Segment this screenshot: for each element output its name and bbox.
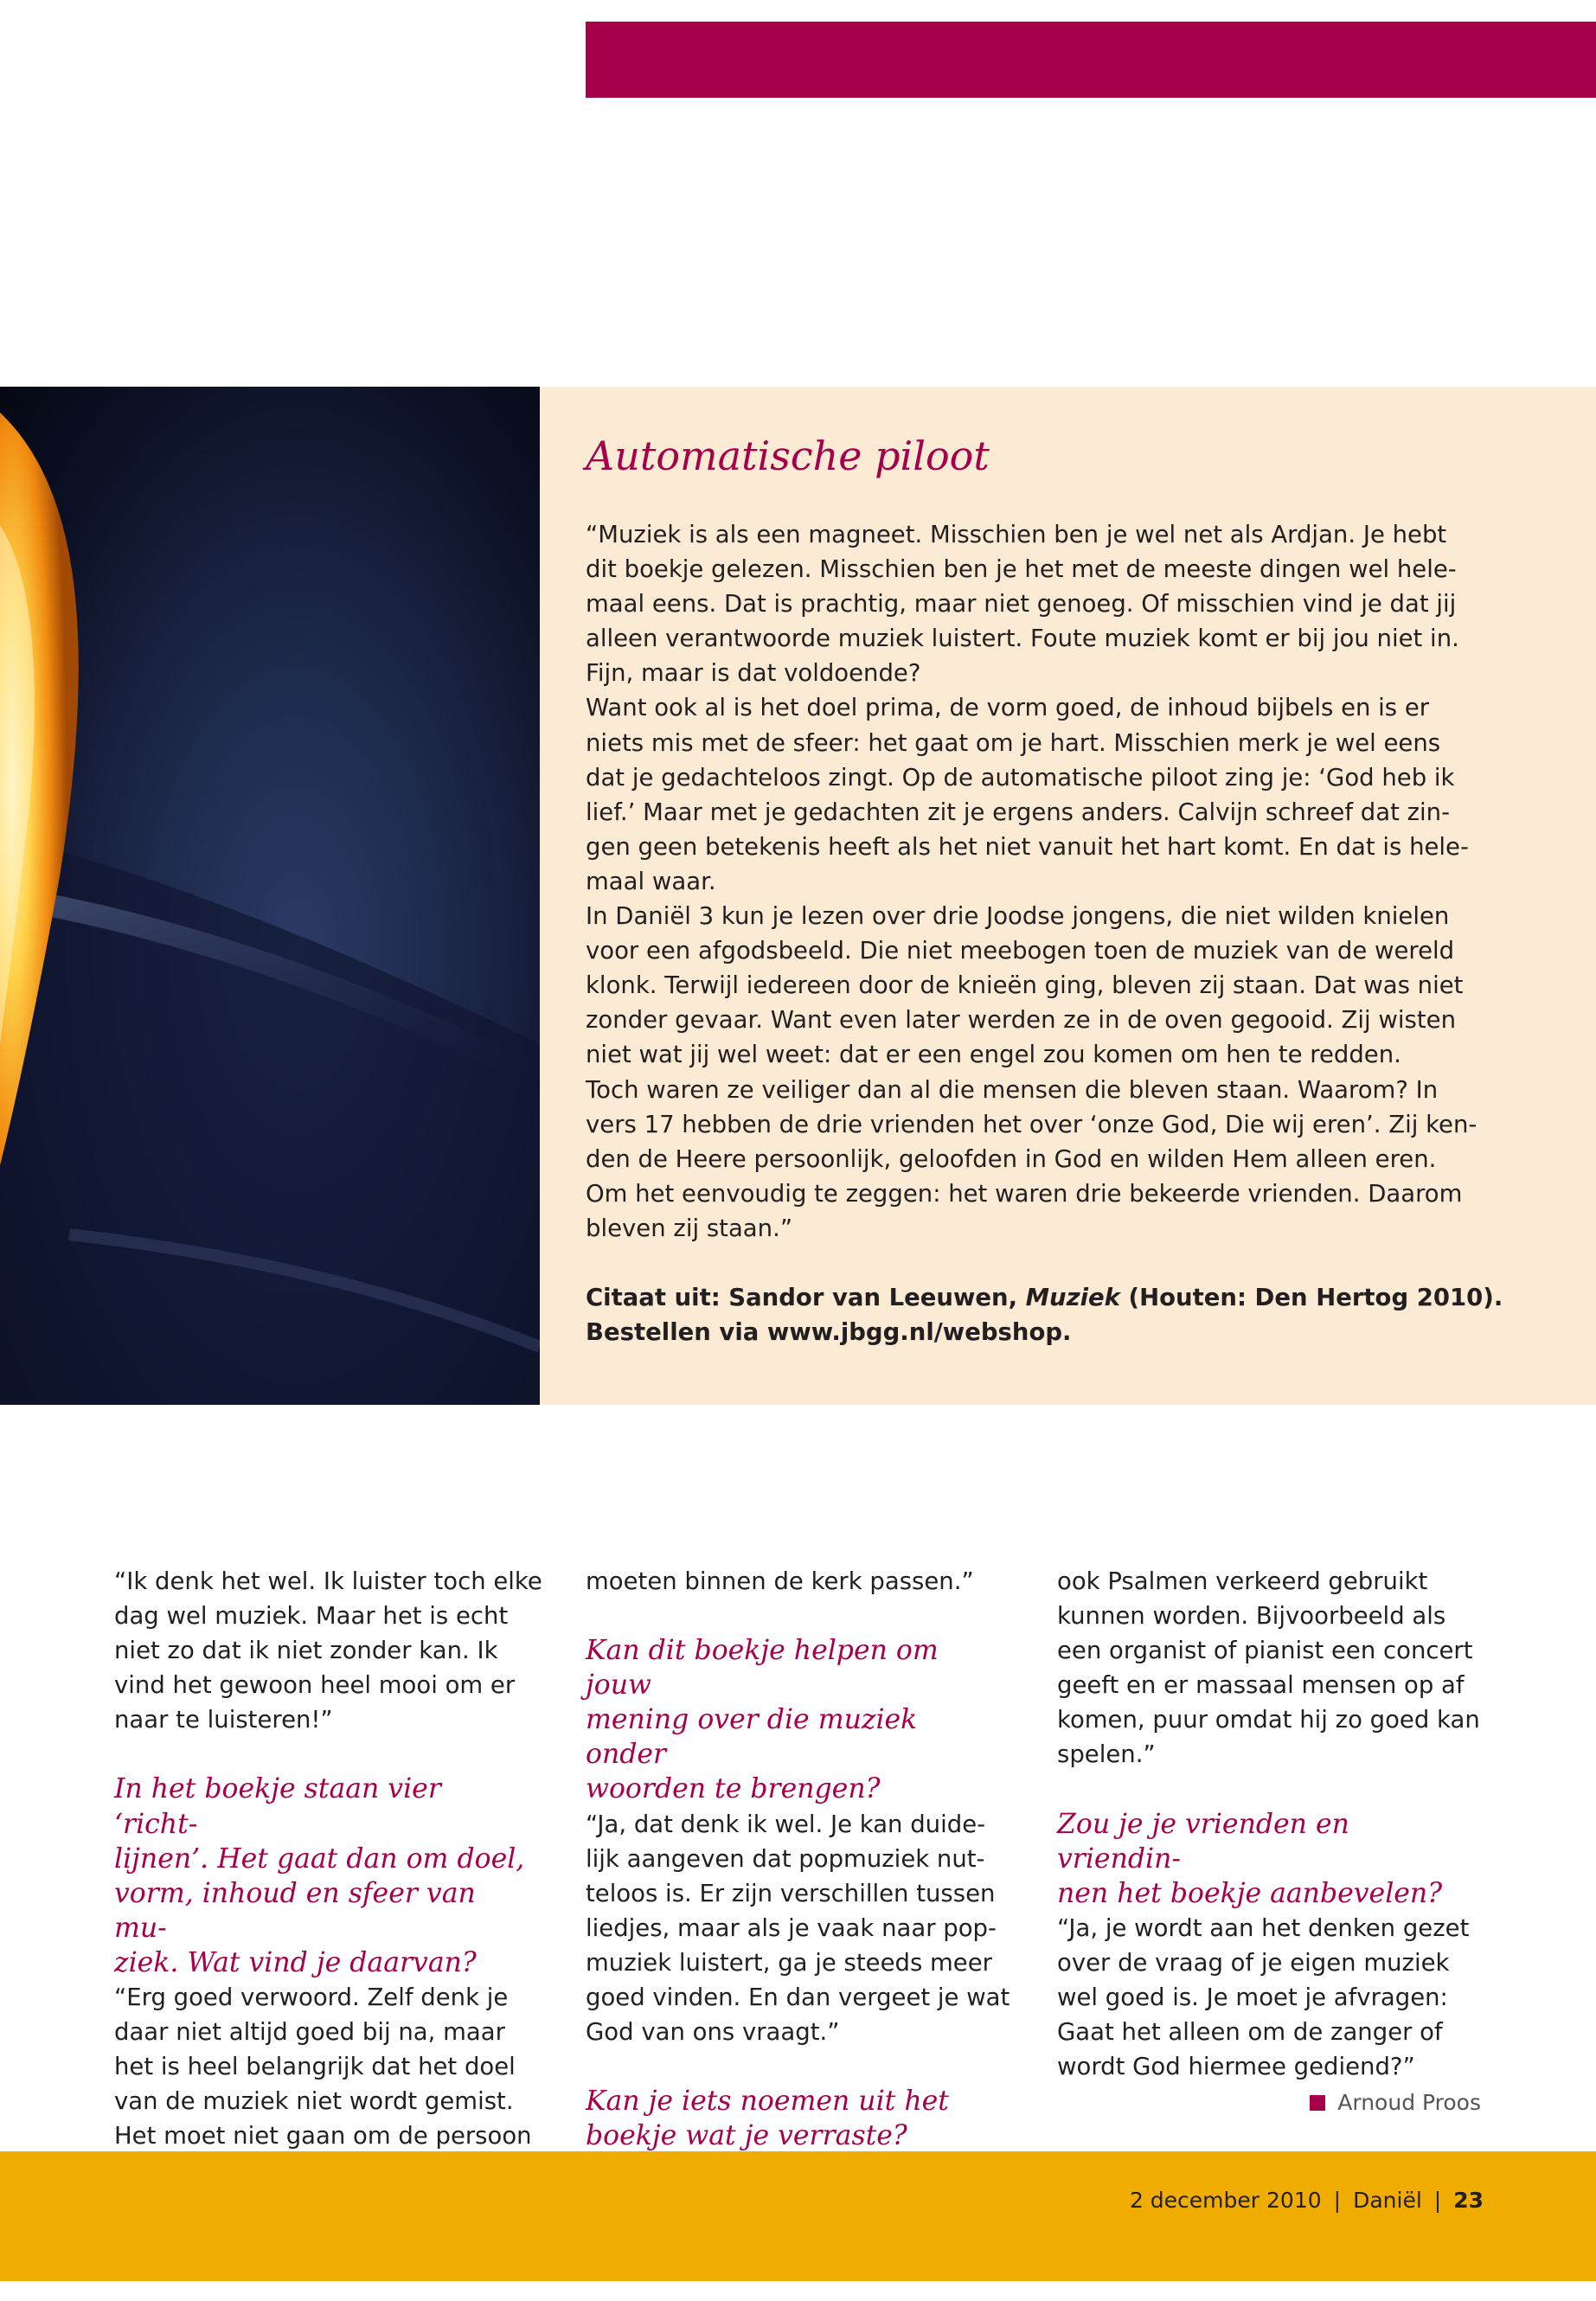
answer-line: “Ik denk het wel. Ik luister toch elke	[114, 1567, 542, 1595]
footer-date: 2 december 2010	[1129, 2188, 1322, 2213]
quote-line: niet wat jij wel weet: dat er een engel zou komen om hen te redden.	[586, 1041, 1401, 1069]
quote-line: den de Heere persoonlijk, geloofden in God en wilden Hem alleen eren.	[586, 1144, 1437, 1173]
citation-prefix: Citaat uit: Sandor van Leeuwen,	[586, 1284, 1026, 1311]
candle-flame-photo	[0, 387, 540, 1405]
answer-line: daar niet altijd goed bij na, maar	[114, 2018, 505, 2047]
answer-line: geeft en er massaal mensen op af	[1057, 1671, 1465, 1700]
interview-question	[586, 2084, 1001, 2153]
interview-answer	[114, 1564, 555, 1737]
quote-line: niets mis met de sfeer: het gaat om je hart. Misschien merk je wel eens	[586, 728, 1441, 757]
interview-answer	[1057, 1911, 1498, 2084]
quote-line: Om het eenvoudig te zeggen: het waren drie bekeerde vrienden. Daarom	[586, 1179, 1463, 1208]
answer-line: muziek luistert, ga je steeds meer	[586, 1948, 992, 1977]
interview-question	[114, 1772, 529, 1980]
article-column-3	[1057, 1564, 1498, 2084]
question-line: nen het boekje aanbevelen?	[1057, 1877, 1443, 1909]
interview-question	[586, 1633, 1001, 1806]
author-marker-square	[1310, 2095, 1325, 2111]
quote-line: alleen verantwoorde muziek luistert. Foute muziek komt er bij jou niet in.	[586, 625, 1459, 653]
top-accent-bar	[586, 22, 1596, 98]
quote-line: Toch waren ze veiliger dan al die mensen die bleven staan. Waarom? In	[586, 1075, 1439, 1104]
answer-line: teloos is. Er zijn verschillen tussen	[586, 1879, 996, 1907]
quote-line: vers 17 hebben de drie vrienden het over ‘onze God, Die wij eren’. Zij ken-	[586, 1110, 1477, 1138]
answer-line: kunnen worden. Bijvoorbeeld als	[1057, 1602, 1446, 1631]
footer-magazine: Daniël	[1353, 2188, 1422, 2213]
footer-separator: |	[1333, 2188, 1342, 2213]
answer-line: liedjes, maar als je vaak naar pop-	[586, 1913, 997, 1942]
answer-line: spelen.”	[1057, 1740, 1156, 1769]
quote-text	[586, 517, 1485, 1246]
quote-line: gen geen betekenis heeft als het niet vanuit het hart komt. En dat is hele-	[586, 832, 1469, 861]
answer-line: naar te luisteren!”	[114, 1706, 333, 1734]
answer-line: moeten binnen de kerk passen.”	[586, 1567, 974, 1595]
question-line: Zou je je vrienden en vriendin-	[1057, 1808, 1349, 1875]
answer-line: het is heel belangrijk dat het doel	[114, 2053, 516, 2081]
quote-line: lief.’ Maar met je gedachten zit je ergens anders. Calvijn schreef dat zin-	[586, 798, 1451, 826]
box-title: Automatische piloot	[586, 433, 990, 479]
answer-line: wordt God hiermee gediend?”	[1057, 2053, 1415, 2081]
article-column-1	[114, 1564, 555, 2189]
quote-line: “Muziek is als een magneet. Misschien ben je wel net als Ardjan. Je hebt	[586, 521, 1447, 548]
question-line: Kan dit boekje helpen om jouw	[586, 1635, 939, 1702]
interview-answer	[586, 1564, 1027, 1599]
question-line: In het boekje staan vier ‘richt-	[114, 1773, 441, 1840]
interview-answer	[1057, 1564, 1498, 1772]
quote-line: dat je gedachteloos zingt. Op de automatische piloot zing je: ‘God heb ik	[586, 763, 1455, 792]
answer-line: een organist of pianist een concert	[1057, 1637, 1473, 1665]
citation-book-title: Muziek	[1025, 1284, 1120, 1311]
question-line: mening over die muziek onder	[586, 1704, 918, 1771]
answer-line: lijk aangeven dat popmuziek nut-	[586, 1844, 985, 1873]
question-line: boekje wat je verraste?	[586, 2120, 907, 2152]
citation-line-1	[586, 1280, 1537, 1315]
citation-publisher: (Houten: Den Hertog 2010).	[1119, 1284, 1503, 1311]
interview-question	[1057, 1807, 1472, 1911]
answer-line: goed vinden. En dan vergeet je wat	[586, 1984, 1010, 2012]
question-line: Kan je iets noemen uit het	[586, 2086, 949, 2118]
quote-line: klonk. Terwijl iedereen door de knieën ging, bleven zij staan. Dat was niet	[586, 971, 1464, 1000]
footer-info	[1130, 2188, 1484, 2213]
answer-line: dag wel muziek. Maar het is echt	[114, 1602, 509, 1631]
interview-answer	[586, 1807, 1027, 2050]
quote-line: In Daniël 3 kun je lezen over drie Joodse jongens, die niet wilden knielen	[586, 902, 1450, 931]
answer-line: niet zo dat ik niet zonder kan. Ik	[114, 1637, 498, 1665]
answer-line: ook Psalmen verkeerd gebruikt	[1057, 1567, 1428, 1595]
footer-separator: |	[1433, 2188, 1442, 2213]
question-line: ziek. Wat vind je daarvan?	[114, 1946, 477, 1978]
quote-line: dit boekje gelezen. Misschien ben je het met de meeste dingen wel hele-	[586, 555, 1457, 584]
footer-bar	[0, 2151, 1596, 2281]
answer-line: “Ja, je wordt aan het denken gezet	[1057, 1913, 1470, 1942]
answer-line: “Ja, dat denk ik wel. Je kan duide-	[586, 1810, 986, 1838]
citation	[586, 1280, 1537, 1349]
answer-line: Het moet niet gaan om de persoon	[114, 2122, 532, 2150]
question-line: vorm, inhoud en sfeer van mu-	[114, 1877, 476, 1944]
answer-line: Gaat het alleen om de zanger of	[1057, 2018, 1443, 2047]
quote-line: Want ook al is het doel prima, de vorm goed, de inhoud bijbels en is er	[586, 694, 1430, 722]
quote-line: maal eens. Dat is prachtig, maar niet genoeg. Of misschien vind je dat jij	[586, 590, 1457, 619]
quote-line: Fijn, maar is dat voldoende?	[586, 659, 921, 688]
question-line: lijnen’. Het gaat dan om doel,	[114, 1843, 525, 1875]
answer-line: wel goed is. Je moet je afvragen:	[1057, 1984, 1448, 2012]
candle-flame-illustration	[0, 387, 540, 1405]
quote-line: voor een afgodsbeeld. Die niet meebogen toen de muziek van de wereld	[586, 937, 1455, 965]
answer-line: God van ons vraagt.”	[586, 2018, 840, 2047]
quote-line: bleven zij staan.”	[586, 1214, 793, 1242]
answer-line: komen, puur omdat hij zo goed kan	[1057, 1706, 1480, 1734]
answer-line: over de vraag of je eigen muziek	[1057, 1948, 1450, 1977]
author-credit	[1310, 2090, 1481, 2115]
question-line: woorden te brengen?	[586, 1773, 881, 1805]
page-number: 23	[1453, 2188, 1484, 2213]
answer-line: vind het gewoon heel mooi om er	[114, 1671, 516, 1700]
answer-line: van de muziek niet wordt gemist.	[114, 2087, 514, 2116]
answer-line: “Erg goed verwoord. Zelf denk je	[114, 1984, 509, 2012]
quote-line: zonder gevaar. Want even later werden ze in de oven gegooid. Zij wisten	[586, 1006, 1456, 1035]
author-name: Arnoud Proos	[1337, 2090, 1481, 2115]
citation-line-2: Bestellen via www.jbgg.nl/webshop.	[586, 1318, 1072, 1347]
quote-line: maal waar.	[586, 867, 716, 895]
article-column-2	[586, 1564, 1027, 2189]
